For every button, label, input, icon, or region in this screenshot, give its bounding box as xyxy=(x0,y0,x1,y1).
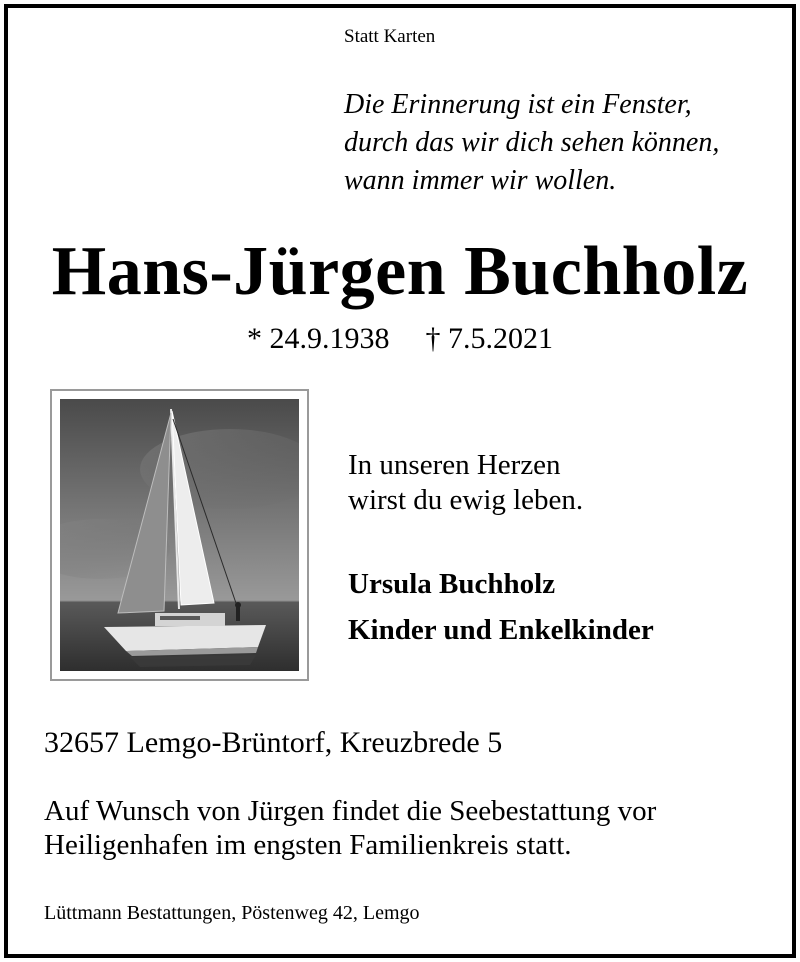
notice-line: Heiligenhafen im engsten Familienkreis statt. xyxy=(44,829,572,861)
quote-line: wirst du ewig leben. xyxy=(348,484,584,516)
sailboat-photo xyxy=(60,399,299,671)
poem-line: durch das wir dich sehen können, xyxy=(344,127,720,158)
header-label: Statt Karten xyxy=(344,26,436,47)
notice-line: Auf Wunsch von Jürgen findet die Seebestattung vor xyxy=(44,795,657,827)
deceased-name: Hans-Jürgen Buchholz xyxy=(51,233,749,310)
poem xyxy=(344,86,719,200)
death-date: † 7.5.2021 xyxy=(425,322,553,355)
poem-line: Die Erinnerung ist ein Fenster, xyxy=(344,89,692,120)
photo-frame xyxy=(50,389,309,681)
mourners xyxy=(348,561,654,653)
burial-notice xyxy=(44,794,656,862)
poem-line: wann immer wir wollen. xyxy=(344,165,617,196)
mourner-line: Kinder und Enkelkinder xyxy=(348,614,654,646)
quote-line: In unseren Herzen xyxy=(348,449,561,481)
mourner-line: Ursula Buchholz xyxy=(348,568,556,600)
life-dates xyxy=(0,322,800,356)
address: 32657 Lemgo-Brüntorf, Kreuzbrede 5 xyxy=(44,726,503,759)
birth-date: * 24.9.1938 xyxy=(247,322,390,355)
memorial-quote xyxy=(348,448,583,518)
funeral-home: Lüttmann Bestattungen, Pöstenweg 42, Lemgo xyxy=(44,902,420,924)
